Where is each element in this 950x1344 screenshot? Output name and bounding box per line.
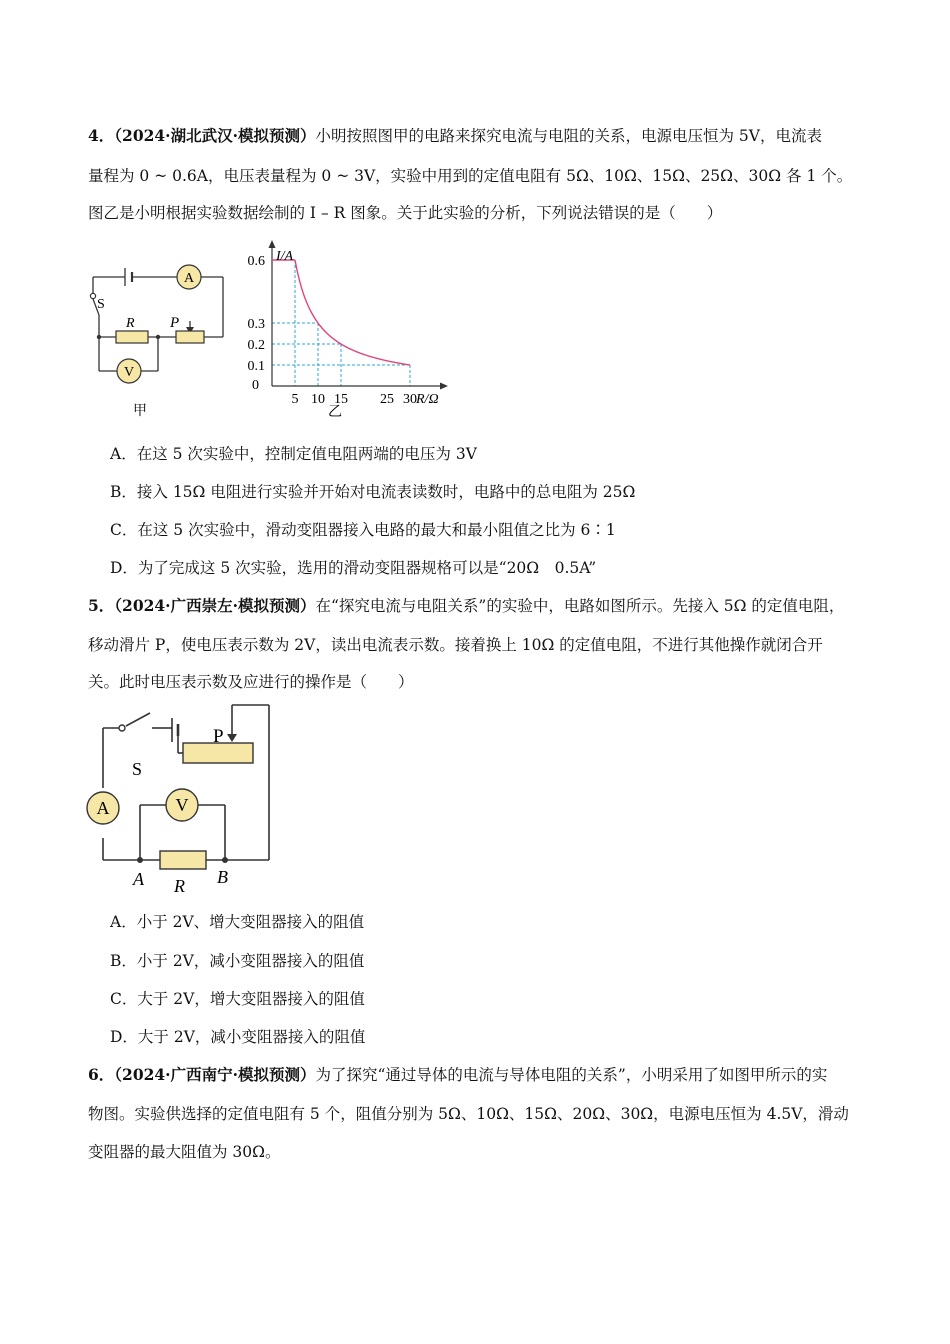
x-tick-label: 10 (311, 392, 325, 407)
x-axis-arrow (440, 383, 448, 390)
q5-option-d[interactable]: D．大于 2V，减小变阻器接入的阻值 (110, 1028, 366, 1046)
q4-ir-chart (238, 238, 453, 420)
y-tick-label: 0.2 (247, 338, 265, 353)
y-tick-label: 0.3 (247, 317, 265, 332)
q5-node-a (137, 857, 143, 863)
q5-voltmeter-label: V (175, 795, 189, 815)
voltmeter-label: V (123, 365, 135, 380)
y-tick-label: 0.6 (247, 254, 265, 269)
q5-number: 5． (88, 596, 115, 615)
switch-label: S (97, 297, 105, 312)
q5-switch-blade (126, 713, 150, 726)
y-tick-label: 0.1 (247, 359, 265, 374)
q4-option-a[interactable]: A．在这 5 次实验中，控制定值电阻两端的电压为 3V (110, 445, 477, 463)
q5-slider-label: P (213, 726, 224, 747)
ammeter-label: A (183, 271, 195, 286)
q5-line2: 移动滑片 P，使电压表示数为 2V，读出电流表示数。接着换上 10Ω 的定值电阻，不进行其他操作就闭合开 (88, 636, 823, 654)
q5-resistor-label: R (174, 876, 185, 896)
y-axis-arrow (269, 240, 276, 248)
q4-option-b[interactable]: B．接入 15Ω 电阻进行实验并开始对电流表读数时，电路中的总电阻为 25Ω (110, 483, 636, 501)
q6-line3: 变阻器的最大阻值为 30Ω。 (88, 1143, 281, 1161)
q5-slider-arrow-head (227, 734, 237, 742)
y-axis-label: I/A (276, 249, 294, 264)
q5-fixed-resistor (160, 851, 206, 869)
q4-option-d[interactable]: D．为了完成这 5 次实验，选用的滑动变阻器规格可以是“20Ω 0.5A” (110, 559, 597, 577)
q6-number: 6． (88, 1065, 115, 1084)
x-tick-label: 25 (380, 392, 394, 407)
x-tick-label: 15 (334, 392, 348, 407)
q4-circuit-figure (80, 255, 230, 420)
switch-pivot (90, 293, 95, 298)
slider-label: P (170, 315, 180, 331)
q4-option-c[interactable]: C．在这 5 次实验中，滑动变阻器接入电路的最大和最小阻值之比为 6∶1 (110, 521, 616, 539)
q5-source: （2024·广西崇左·模拟预测） (114, 596, 316, 615)
q5-option-c[interactable]: C．大于 2V，增大变阻器接入的阻值 (110, 990, 365, 1008)
q4-number: 4． (88, 126, 115, 145)
q4-line2: 量程为 0 ~ 0.6A，电压表量程为 0 ~ 3V，实验中用到的定值电阻有 5Ω、10Ω、15Ω、25Ω、30Ω 各 1 个。 (88, 167, 853, 185)
q5-ammeter-label: A (96, 798, 110, 818)
q4-line3: 图乙是小明根据实验数据绘制的 I – R 图象。关于此实验的分析，下列说法错误的是（ ） (88, 204, 723, 222)
q4-line1 (88, 124, 822, 146)
q4-source: （2024·湖北武汉·模拟预测） (114, 126, 316, 145)
q5-switch-label: S (132, 759, 143, 779)
series-line-1 (295, 260, 410, 365)
q5-node-a-label: A (133, 869, 144, 889)
q5-option-b[interactable]: B．小于 2V，减小变阻器接入的阻值 (110, 952, 365, 970)
q4-text-1: 小明按照图甲的电路来探究电流与电阻的关系，电源电压恒为 5V，电流表 (315, 127, 822, 145)
q5-circuit-figure (80, 700, 280, 900)
q6-line2: 物图。实验供选择的定值电阻有 5 个，阻值分别为 5Ω、10Ω、15Ω、20Ω、30Ω，电源电压恒为 4.5V，滑动 (88, 1105, 849, 1123)
figure-caption-yi: 乙 (328, 405, 342, 420)
x-tick-label: 30 (403, 392, 417, 407)
origin-label: 0 (252, 378, 259, 393)
q5-text-1: 在“探究电流与电阻关系”的实验中，电路如图所示。先接入 5Ω 的定值电阻， (315, 597, 845, 615)
q5-node-b-label: B (217, 867, 228, 887)
q5-line3: 关。此时电压表示数及应进行的操作是（ ） (88, 673, 414, 691)
q6-text-1: 为了探究“通过导体的电流与导体电阻的关系”，小明采用了如图甲所示的实 (315, 1066, 828, 1084)
x-tick-label: 5 (291, 392, 299, 407)
x-axis-label: R/Ω (416, 392, 439, 407)
fixed-resistor (116, 331, 148, 343)
q6-line1 (88, 1063, 827, 1085)
q5-line1 (88, 594, 844, 616)
rheostat (176, 331, 204, 343)
resistor-label: R (126, 316, 135, 331)
q6-source: （2024·广西南宁·模拟预测） (114, 1065, 316, 1084)
figure-caption-jia: 甲 (133, 404, 147, 419)
q5-node-b (222, 857, 228, 863)
q5-switch-pivot (119, 725, 125, 731)
q5-option-a[interactable]: A．小于 2V、增大变阻器接入的阻值 (110, 913, 365, 931)
